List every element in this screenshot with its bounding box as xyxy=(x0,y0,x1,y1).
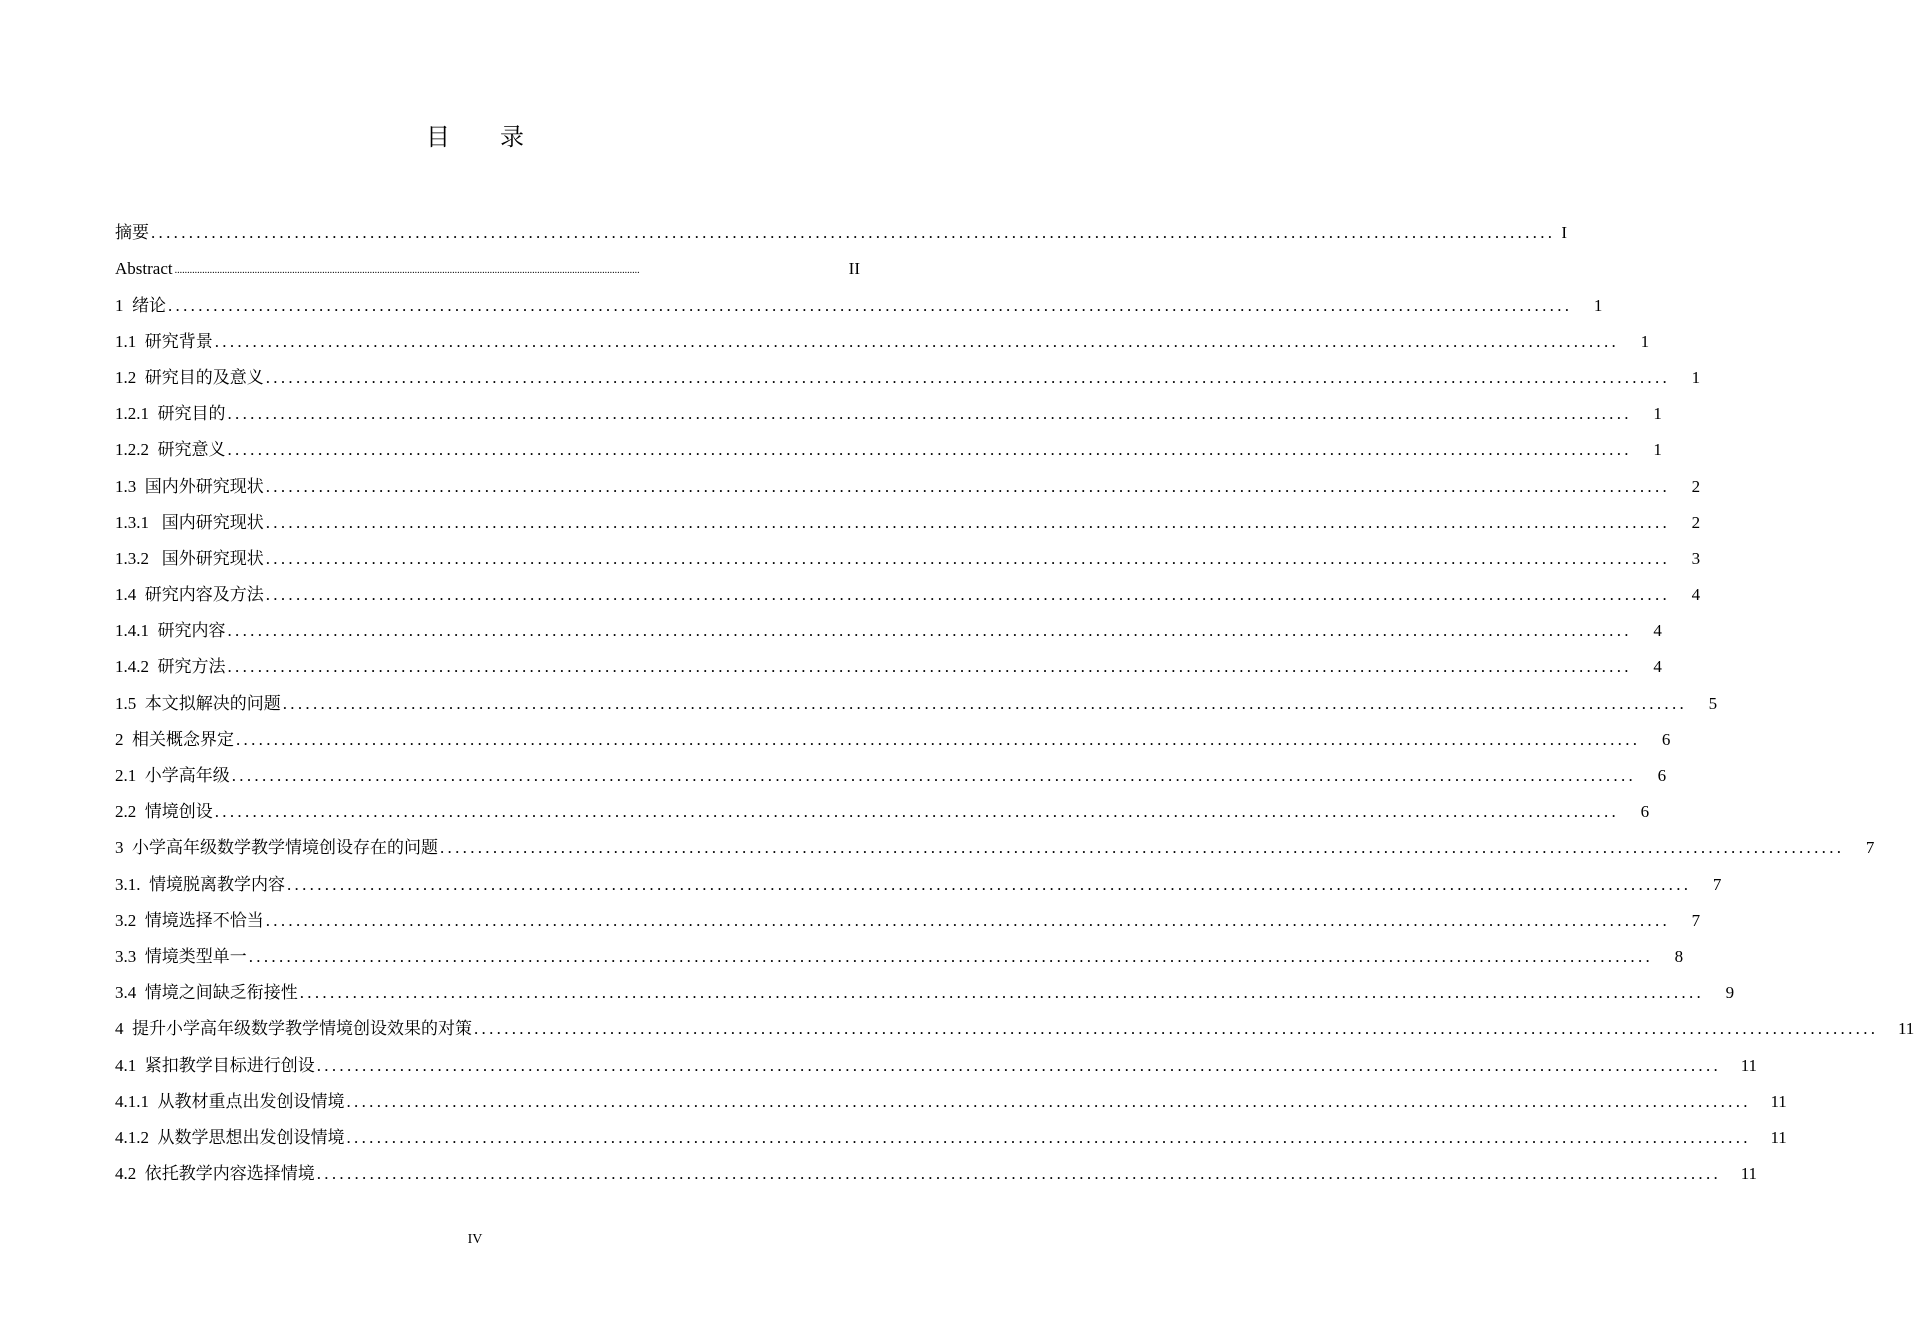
toc-leader: .......................................................................................................................................................................................... xyxy=(214,331,1620,351)
toc-leader: .......................................................................................................................................................................................... xyxy=(236,729,1641,749)
toc-entry-page: 11 xyxy=(1770,1127,1787,1147)
toc-entry-label: 1.1 研究背景 xyxy=(115,331,213,351)
toc-leader: .......................................................................................................................................................................................... xyxy=(299,983,1705,1003)
toc-leader: .......................................................................................................................................................................................... xyxy=(346,1091,1751,1111)
toc-entry-label: 4.1 紧扣教学目标进行创设 xyxy=(115,1055,315,1075)
toc-leader: .......................................................................................................................................................................................... xyxy=(265,476,1671,496)
toc-entry-page: 7 xyxy=(1712,874,1722,894)
toc-entry-label: 2.2 情境创设 xyxy=(115,802,213,822)
toc-leader: .......................................................................................................................................................................................... xyxy=(346,1127,1751,1147)
toc-entry-label: 1.2 研究目的及意义 xyxy=(115,367,264,387)
toc-leader: .......................................................................................................................................................................................... xyxy=(265,585,1671,605)
toc-entry-page: 11 xyxy=(1740,1164,1758,1184)
toc-entry[interactable] xyxy=(115,424,1662,460)
toc-entry-page: 6 xyxy=(1661,729,1671,749)
toc-entry-page: 3 xyxy=(1691,548,1701,568)
toc-entry-label: 1.2.2 研究意义 xyxy=(115,440,226,460)
toc-entry-label: 1.2.1 研究目的 xyxy=(115,404,226,424)
toc-entry[interactable] xyxy=(115,822,1875,858)
toc-entry-page: 7 xyxy=(1691,910,1701,930)
toc-entry-page: 1 xyxy=(1593,295,1603,315)
toc-leader: .......................................................................................................................................................................................... xyxy=(227,657,1632,677)
toc-leader: .......................................................................................................................................................................................... xyxy=(474,1019,1879,1039)
toc-entry-page: 11 xyxy=(1740,1055,1758,1075)
toc-entry-label: 1.3.2 国外研究现状 xyxy=(115,548,264,568)
toc-entry[interactable] xyxy=(115,677,1718,713)
toc-entry-page: 9 xyxy=(1725,983,1735,1003)
toc-entry-label: 3.3 情境类型单一 xyxy=(115,946,247,966)
toc-entry-label: 3.2 情境选择不恰当 xyxy=(115,910,264,930)
toc-entry-label: 4.1.2 从数学思想出发创设情境 xyxy=(115,1127,345,1147)
page-number: IV xyxy=(467,1232,483,1247)
toc-entry[interactable] xyxy=(115,533,1701,569)
toc-leader: .......................................................................................................................................................................................... xyxy=(287,874,1692,894)
toc-entry[interactable] xyxy=(115,858,1722,894)
toc-entry[interactable] xyxy=(115,1112,1787,1148)
toc-entry-page: 6 xyxy=(1657,766,1667,785)
toc-entry-label: 4.2 依托教学内容选择情境 xyxy=(115,1164,315,1184)
toc-entry-page: I xyxy=(1561,223,1567,243)
toc-leader: .......................................................................................................................................................................................... xyxy=(248,946,1654,966)
toc-entry-page: 1 xyxy=(1640,331,1650,351)
toc-entry[interactable] xyxy=(115,497,1701,533)
toc-entry[interactable] xyxy=(115,786,1650,822)
toc-leader: .......................................................................................................................................................................................... xyxy=(440,838,1845,858)
toc-leader: .......................................................................................................................................................................................... xyxy=(316,1164,1722,1184)
toc-entry-page: 4 xyxy=(1653,657,1662,677)
toc-leader: .......................................................................................................................................................................................... xyxy=(214,802,1620,822)
toc-entry[interactable] xyxy=(115,1148,1758,1184)
toc-entry[interactable] xyxy=(115,641,1662,677)
page-title: 目 录 xyxy=(426,125,546,151)
toc-leader: .......................................................................................................................................................................................... xyxy=(265,367,1671,387)
toc-entry-page: 2 xyxy=(1691,512,1701,532)
toc-entry-page: 11 xyxy=(1897,1019,1914,1039)
toc-entry[interactable] xyxy=(115,931,1684,967)
toc-entry-page: 1 xyxy=(1653,404,1662,424)
toc-leader: .......................................................................................................................................................................................... xyxy=(265,512,1671,532)
toc-entry[interactable] xyxy=(115,1039,1758,1075)
toc-entry-label: 1.4 研究内容及方法 xyxy=(115,585,264,605)
toc-entry-page: 5 xyxy=(1708,693,1718,713)
toc-entry-label: 1.3.1 国内研究现状 xyxy=(115,512,264,532)
toc-entry-label: 1 绪论 xyxy=(115,295,166,315)
toc-entry-page: 1 xyxy=(1691,367,1701,387)
toc-entry-abstract-en[interactable] xyxy=(115,243,860,279)
toc-leader: .......................................................................................................................................................................................... xyxy=(227,621,1632,641)
toc-entry-page: 2 xyxy=(1691,476,1701,496)
toc-entry-label: 2 相关概念界定 xyxy=(115,729,234,749)
toc-leader: .......................................................................................................................................................................................... xyxy=(174,265,640,277)
toc-entry[interactable] xyxy=(115,1076,1787,1112)
toc-entry[interactable] xyxy=(115,967,1735,1003)
toc-leader: .......................................................................................................................................................................................... xyxy=(265,548,1671,568)
toc-entry[interactable] xyxy=(115,1003,1914,1039)
toc-entry-page: 11 xyxy=(1770,1091,1787,1111)
toc-entry-page: 6 xyxy=(1640,802,1650,822)
toc-entry-label: 3.1. 情境脱离教学内容 xyxy=(115,874,285,894)
toc-entry[interactable] xyxy=(115,750,1667,786)
toc-entry[interactable] xyxy=(115,895,1701,931)
toc-entry[interactable] xyxy=(115,569,1701,605)
toc-entry[interactable] xyxy=(115,316,1650,352)
toc-entry-label: 1.4.1 研究内容 xyxy=(115,621,226,641)
toc-entry-label: 4 提升小学高年级数学教学情境创设效果的对策 xyxy=(115,1019,472,1039)
toc-leader: .......................................................................................................................................................................................... xyxy=(151,223,1556,243)
toc-leader: .......................................................................................................................................................................................... xyxy=(265,910,1671,930)
toc-entry-label: 4.1.1 从教材重点出发创设情境 xyxy=(115,1091,345,1111)
toc-entry-label: 2.1 小学高年级 xyxy=(115,766,230,785)
toc-entry-label: 1.3 国内外研究现状 xyxy=(115,476,264,496)
toc-leader: .......................................................................................................................................................................................... xyxy=(168,295,1573,315)
toc-entry-page: 4 xyxy=(1653,621,1662,641)
table-of-contents xyxy=(115,207,1914,1184)
toc-entry-page: 1 xyxy=(1653,440,1662,460)
toc-entry[interactable] xyxy=(115,605,1662,641)
toc-entry-label: 摘要 xyxy=(115,223,149,243)
toc-leader: .......................................................................................................................................................................................... xyxy=(282,693,1688,713)
toc-entry[interactable] xyxy=(115,460,1701,496)
toc-entry[interactable] xyxy=(115,714,1671,750)
toc-leader: .......................................................................................................................................................................................... xyxy=(227,440,1632,460)
toc-leader: .......................................................................................................................................................................................... xyxy=(231,766,1637,785)
toc-leader: .......................................................................................................................................................................................... xyxy=(227,404,1632,424)
toc-entry-abstract-cn[interactable] xyxy=(115,207,1567,243)
toc-entry-page: 4 xyxy=(1691,585,1701,605)
toc-entry-label: 1.4.2 研究方法 xyxy=(115,657,226,677)
toc-entry-label: 3 小学高年级数学教学情境创设存在的问题 xyxy=(115,838,438,858)
toc-entry-page: II xyxy=(848,259,860,279)
toc-entry[interactable] xyxy=(115,388,1662,424)
toc-entry[interactable] xyxy=(115,279,1603,315)
toc-entry[interactable] xyxy=(115,352,1701,388)
toc-leader: .......................................................................................................................................................................................... xyxy=(316,1055,1722,1075)
toc-entry-label: 3.4 情境之间缺乏衔接性 xyxy=(115,983,298,1003)
toc-entry-page: 8 xyxy=(1674,946,1684,966)
toc-entry-label: 1.5 本文拟解决的问题 xyxy=(115,693,281,713)
toc-entry-label: Abstract xyxy=(115,259,173,279)
toc-entry-page: 7 xyxy=(1865,838,1875,858)
